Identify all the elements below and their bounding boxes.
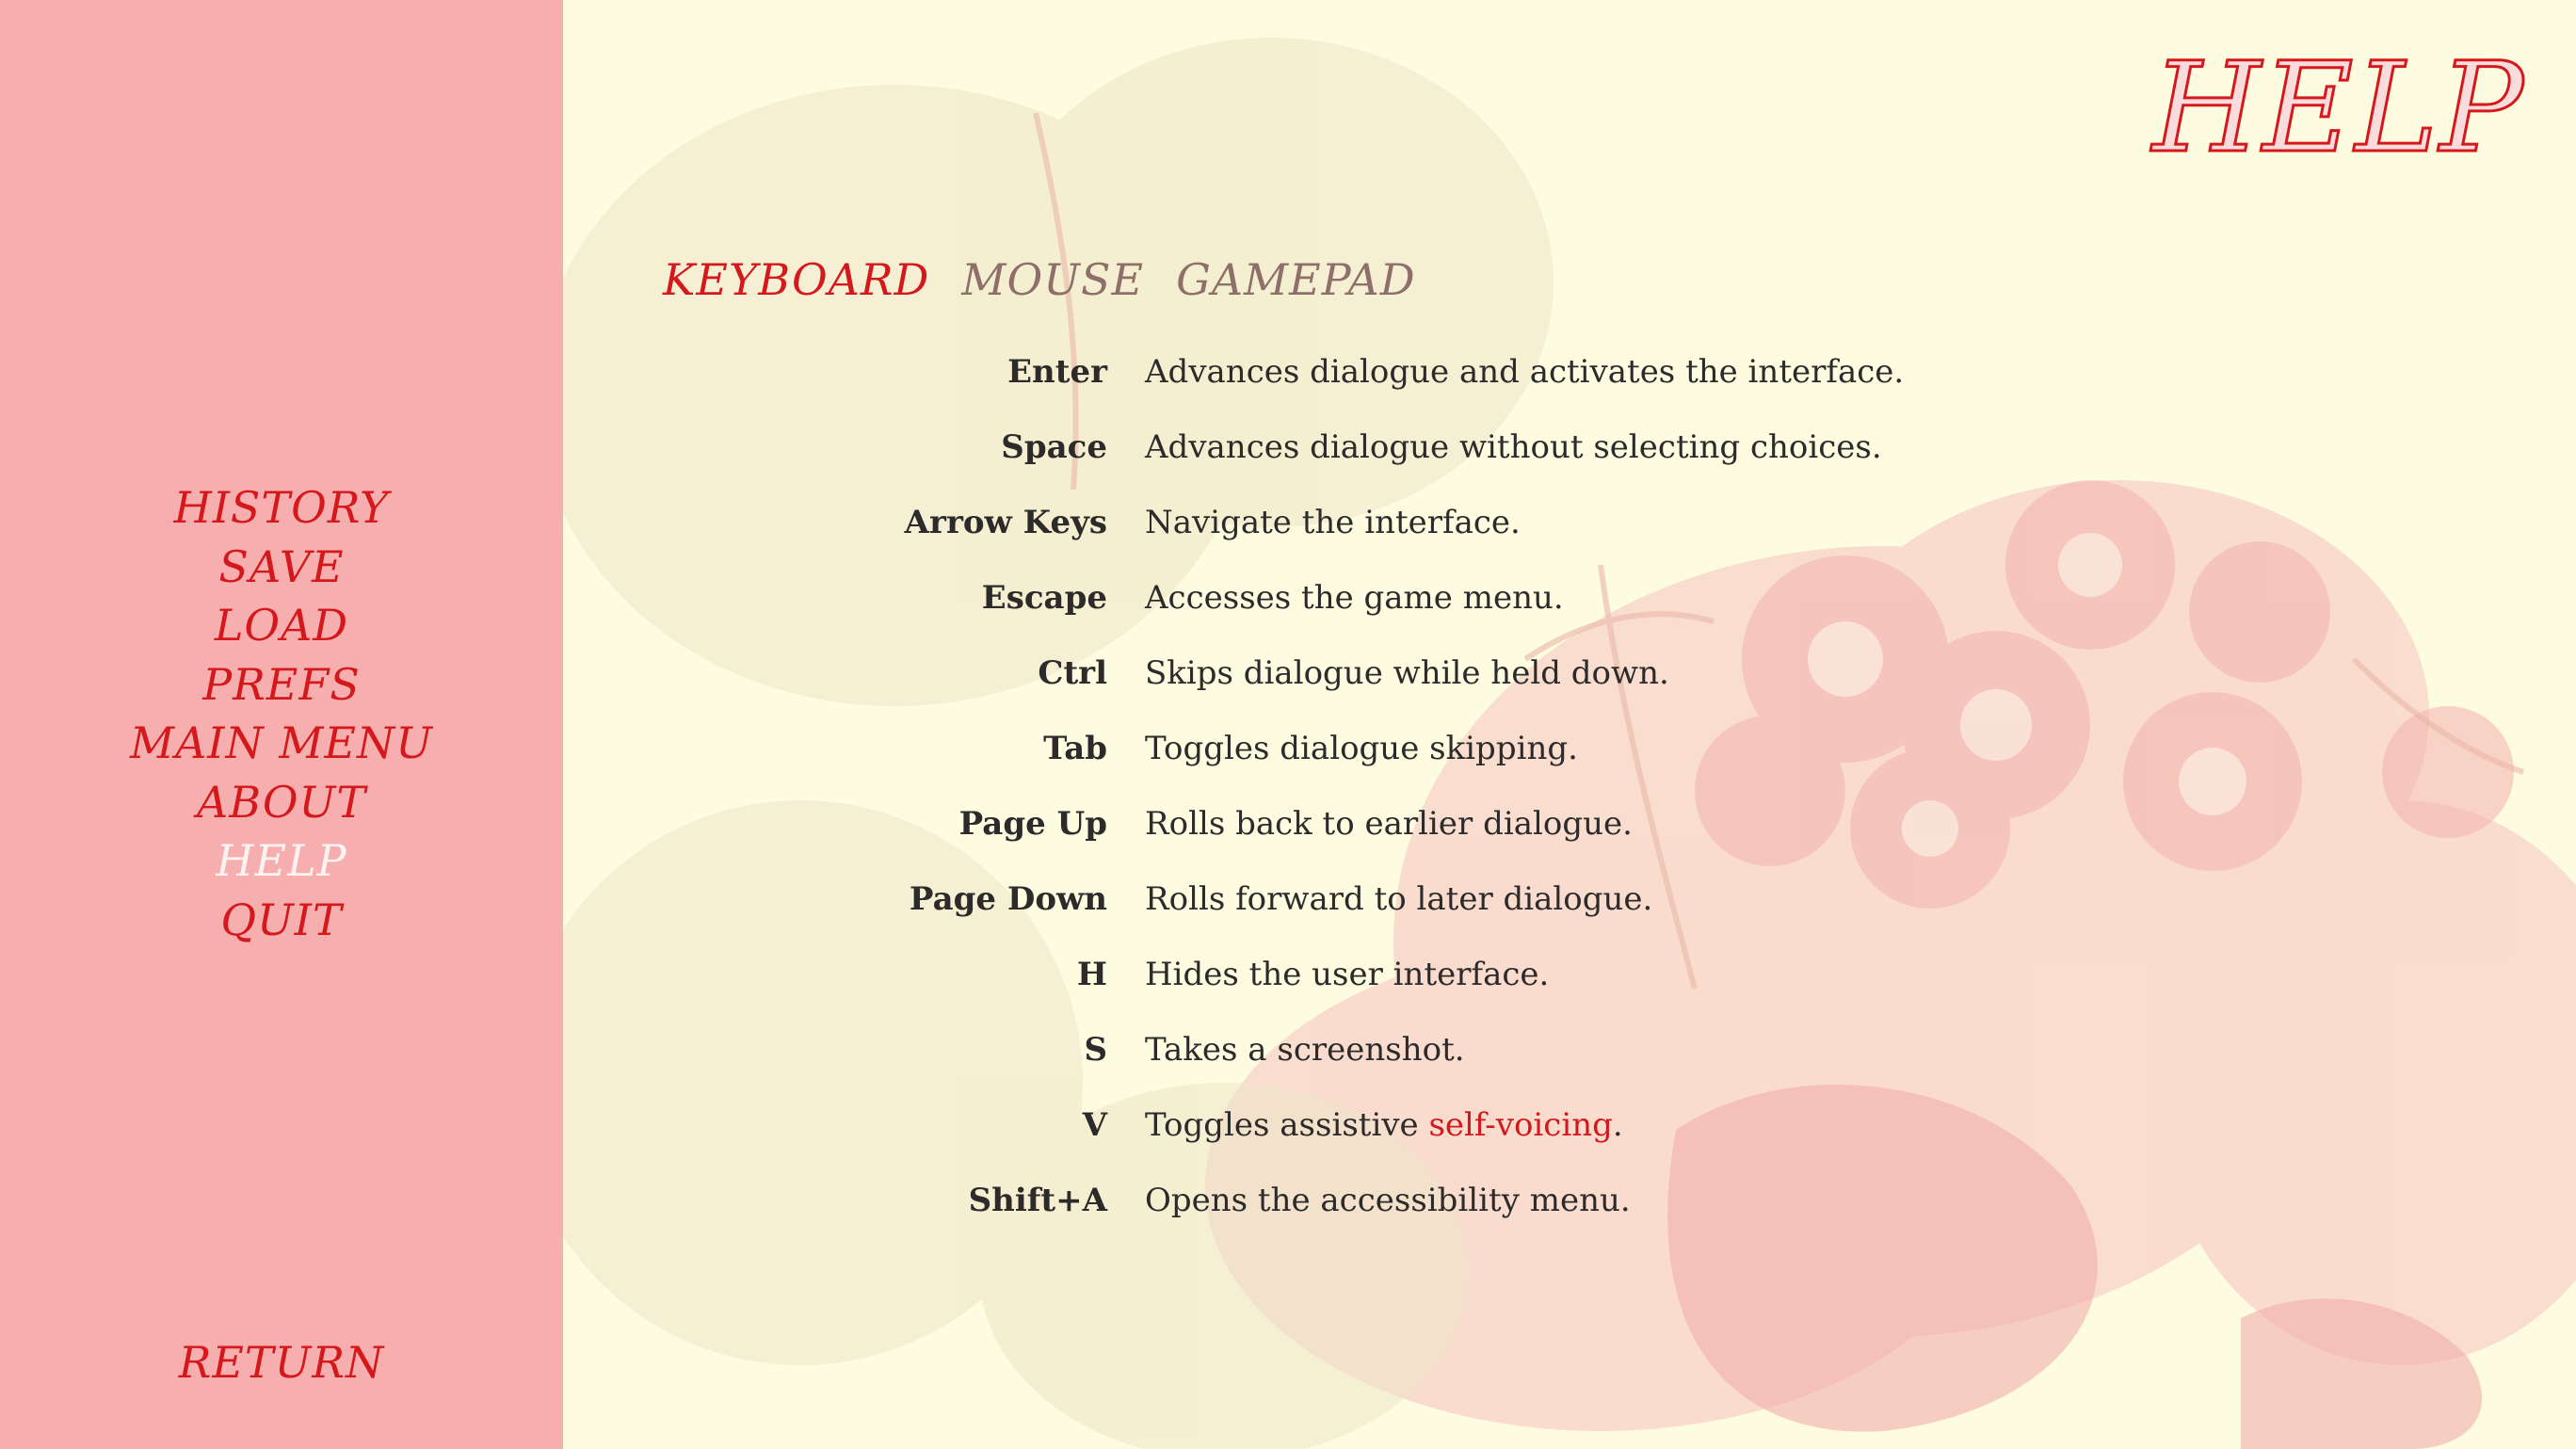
help-row-s: [847, 1012, 2260, 1087]
navigation-menu: [0, 478, 563, 949]
navigation-panel: [0, 0, 563, 1449]
help-description: Rolls forward to later dialogue.: [1145, 880, 1653, 918]
help-description: Advances dialogue and activates the interface.: [1145, 353, 1905, 391]
help-row-tab: [847, 711, 2260, 786]
help-row-escape: [847, 560, 2260, 636]
help-description: Skips dialogue while held down.: [1145, 654, 1669, 692]
help-description: [1145, 1106, 1623, 1144]
help-description: Rolls back to earlier dialogue.: [1145, 805, 1633, 843]
help-key: Tab: [1043, 730, 1107, 767]
help-row-space: [847, 410, 2260, 485]
help-description: Accesses the game menu.: [1145, 579, 1564, 617]
nav-item-prefs[interactable]: PREFS: [202, 658, 361, 710]
help-description: Advances dialogue without selecting choices.: [1145, 428, 1882, 466]
help-row-enter: [847, 334, 2260, 410]
tab-mouse[interactable]: MOUSE: [961, 254, 1145, 305]
help-row-shift-a: [847, 1163, 2260, 1238]
help-key: Page Up: [958, 805, 1107, 843]
help-key: Escape: [981, 579, 1107, 617]
help-description: Toggles dialogue skipping.: [1145, 730, 1578, 767]
help-key: S: [1084, 1031, 1107, 1069]
help-description: Hides the user interface.: [1145, 956, 1550, 993]
nav-item-about[interactable]: ABOUT: [196, 776, 367, 828]
help-row-page-up: [847, 786, 2260, 861]
nav-item-save[interactable]: SAVE: [218, 540, 345, 592]
help-key: Ctrl: [1038, 654, 1107, 692]
help-row-arrow-keys: [847, 485, 2260, 560]
return-button[interactable]: RETURN: [178, 1337, 385, 1388]
help-key: Page Down: [909, 880, 1107, 918]
help-key: Space: [1001, 428, 1107, 466]
nav-item-load[interactable]: LOAD: [214, 600, 349, 651]
help-row-page-down: [847, 861, 2260, 937]
help-key: H: [1076, 956, 1107, 993]
nav-item-quit[interactable]: QUIT: [220, 894, 343, 945]
nav-item-main-menu[interactable]: MAIN MENU: [129, 717, 434, 768]
help-description: Opens the accessibility menu.: [1145, 1182, 1631, 1219]
help-row-v: [847, 1087, 2260, 1163]
help-row-ctrl: [847, 636, 2260, 711]
help-description: Takes a screenshot.: [1145, 1031, 1465, 1069]
keyboard-help-list: [847, 334, 2260, 1238]
page-title: HELP: [2152, 36, 2525, 181]
help-key: Arrow Keys: [904, 504, 1107, 541]
help-key: Shift+A: [968, 1182, 1107, 1219]
help-description: Navigate the interface.: [1145, 504, 1521, 541]
self-voicing-link[interactable]: self-voicing: [1428, 1106, 1613, 1144]
help-key: V: [1082, 1106, 1107, 1144]
help-description-text: .: [1612, 1106, 1623, 1144]
help-row-h: [847, 937, 2260, 1012]
help-tabs: [663, 247, 1416, 313]
help-description-text: Toggles assistive: [1145, 1106, 1429, 1144]
tab-keyboard[interactable]: KEYBOARD: [663, 254, 930, 305]
help-key: Enter: [1007, 353, 1107, 391]
nav-item-help[interactable]: HELP: [216, 835, 347, 886]
tab-gamepad[interactable]: GAMEPAD: [1176, 254, 1416, 305]
nav-item-history[interactable]: HISTORY: [173, 482, 390, 533]
